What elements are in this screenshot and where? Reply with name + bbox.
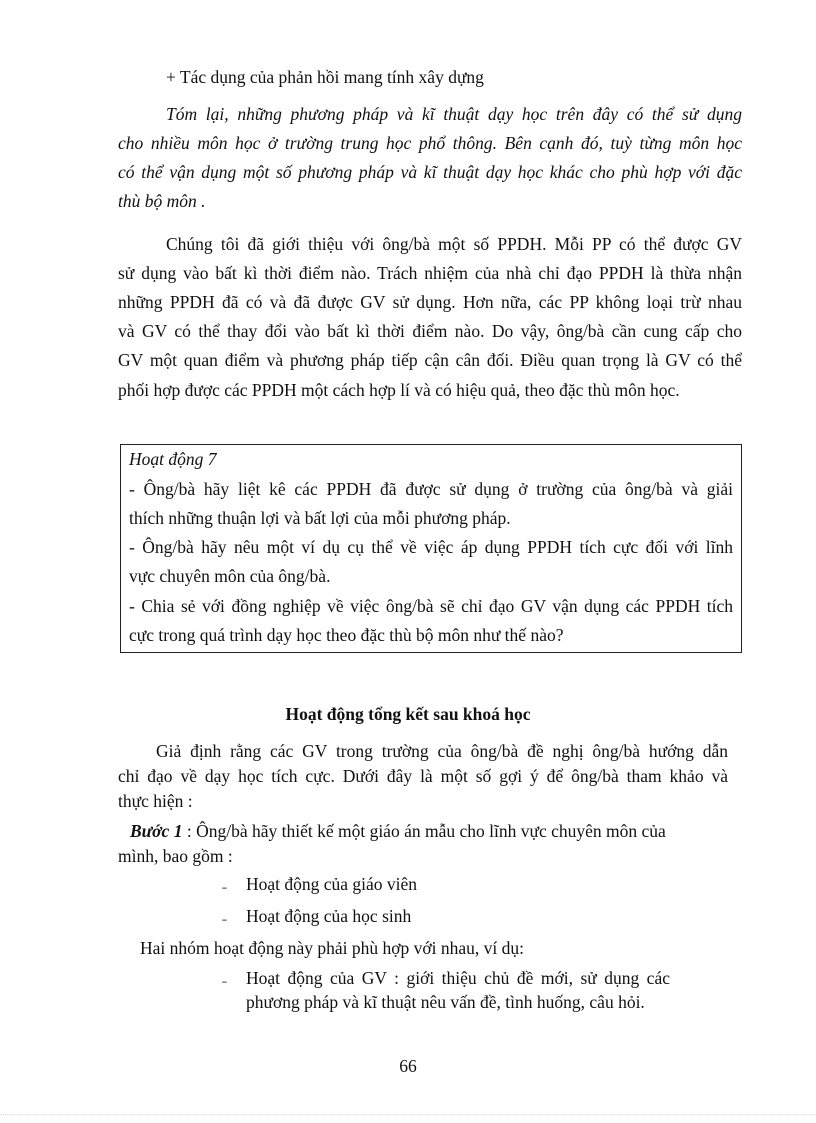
footer-divider — [0, 1114, 816, 1115]
intro-line-6: phối hợp được các PPDH một cách hợp lí và có hiệu quả, theo đặc thù môn học. — [118, 380, 680, 400]
section-intro-3: thực hiện : — [118, 791, 193, 811]
intro-line-1: Chúng tôi đã giới thiệu với ông/bà một số PPDH. Mỗi PP có thể được GV — [166, 234, 742, 254]
bullet-marker: ˗ — [222, 911, 227, 927]
section-intro-2: chỉ đạo về dạy học tích cực. Dưới đây là một số gợi ý để ông/bà tham khảo và — [118, 766, 728, 786]
activity-line-5: - Chia sẻ với đồng nghiệp về việc ông/bà sẽ chỉ đạo GV vận dụng các PPDH tích — [129, 596, 733, 616]
bullet-teacher: Hoạt động của giáo viên — [246, 874, 418, 894]
feedback-line: + Tác dụng của phản hồi mang tính xây dựng — [166, 67, 484, 87]
intro-line-2: sử dụng vào bất kì thời điểm nào. Trách nhiệm của nhà chỉ đạo PPDH là thừa nhận — [118, 263, 742, 283]
intro-line-4: và GV có thể thay đổi vào bất kì thời điểm nào. Do vậy, ông/bà cần cung cấp cho — [118, 321, 742, 341]
section-intro-1: Giả định rằng các GV trong trường của ông/bà đề nghị ông/bà hướng dẫn — [156, 741, 728, 761]
activity-heading: Hoạt động 7 — [129, 449, 217, 469]
step-1-line-2: mình, bao gồm : — [118, 846, 233, 866]
page-number: 66 — [399, 1056, 417, 1076]
groups-note: Hai nhóm hoạt động này phải phù hợp với nhau, ví dụ: — [140, 938, 525, 958]
bullet-gv-line-1: Hoạt động của GV : giới thiệu chủ đề mới, sử dụng các — [246, 968, 670, 988]
activity-line-4: vực chuyên môn của ông/bà. — [129, 566, 331, 586]
summary-line-4: thù bộ môn . — [118, 191, 206, 211]
intro-line-3: những PPDH đã có và đã được GV sử dụng. Hơn nữa, các PP không loại trừ nhau — [118, 292, 742, 312]
activity-line-3: - Ông/bà hãy nêu một ví dụ cụ thể về việc áp dụng PPDH tích cực đối với lĩnh — [129, 537, 733, 557]
activity-line-1: - Ông/bà hãy liệt kê các PPDH đã được sử dụng ở trường của ông/bà và giải — [129, 479, 733, 499]
bullet-marker: ˗ — [222, 879, 227, 895]
activity-line-2: thích những thuận lợi và bất lợi của mỗi phương pháp. — [129, 508, 511, 528]
summary-line-3: có thể vận dụng một số phương pháp và kĩ thuật dạy học khác cho phù hợp với đặc — [118, 162, 742, 182]
bullet-gv-line-2: phương pháp và kĩ thuật nêu vấn đề, tình huống, câu hỏi. — [246, 992, 645, 1012]
step-1-text: : Ông/bà hãy thiết kế một giáo án mẫu cho lĩnh vực chuyên môn của — [182, 821, 666, 841]
bullet-student: Hoạt động của học sinh — [246, 906, 412, 926]
section-title: Hoạt động tổng kết sau khoá học — [285, 704, 531, 724]
activity-line-6: cực trong quá trình dạy học theo đặc thù bộ môn như thế nào? — [129, 625, 564, 645]
activity-7-box — [120, 444, 742, 653]
step-1-label: Bước 1 — [130, 821, 183, 841]
summary-line-1: Tóm lại, những phương pháp và kĩ thuật dạy học trên đây có thể sử dụng — [166, 104, 742, 124]
intro-line-5: GV một quan điểm và phương pháp tiếp cận cân đối. Điều quan trọng là GV có thể — [118, 350, 742, 370]
summary-line-2: cho nhiều môn học ở trường trung học phổ thông. Bên cạnh đó, tuỳ từng môn học — [118, 133, 742, 153]
bullet-marker: ˗ — [222, 973, 227, 989]
step-1-line — [130, 820, 666, 842]
